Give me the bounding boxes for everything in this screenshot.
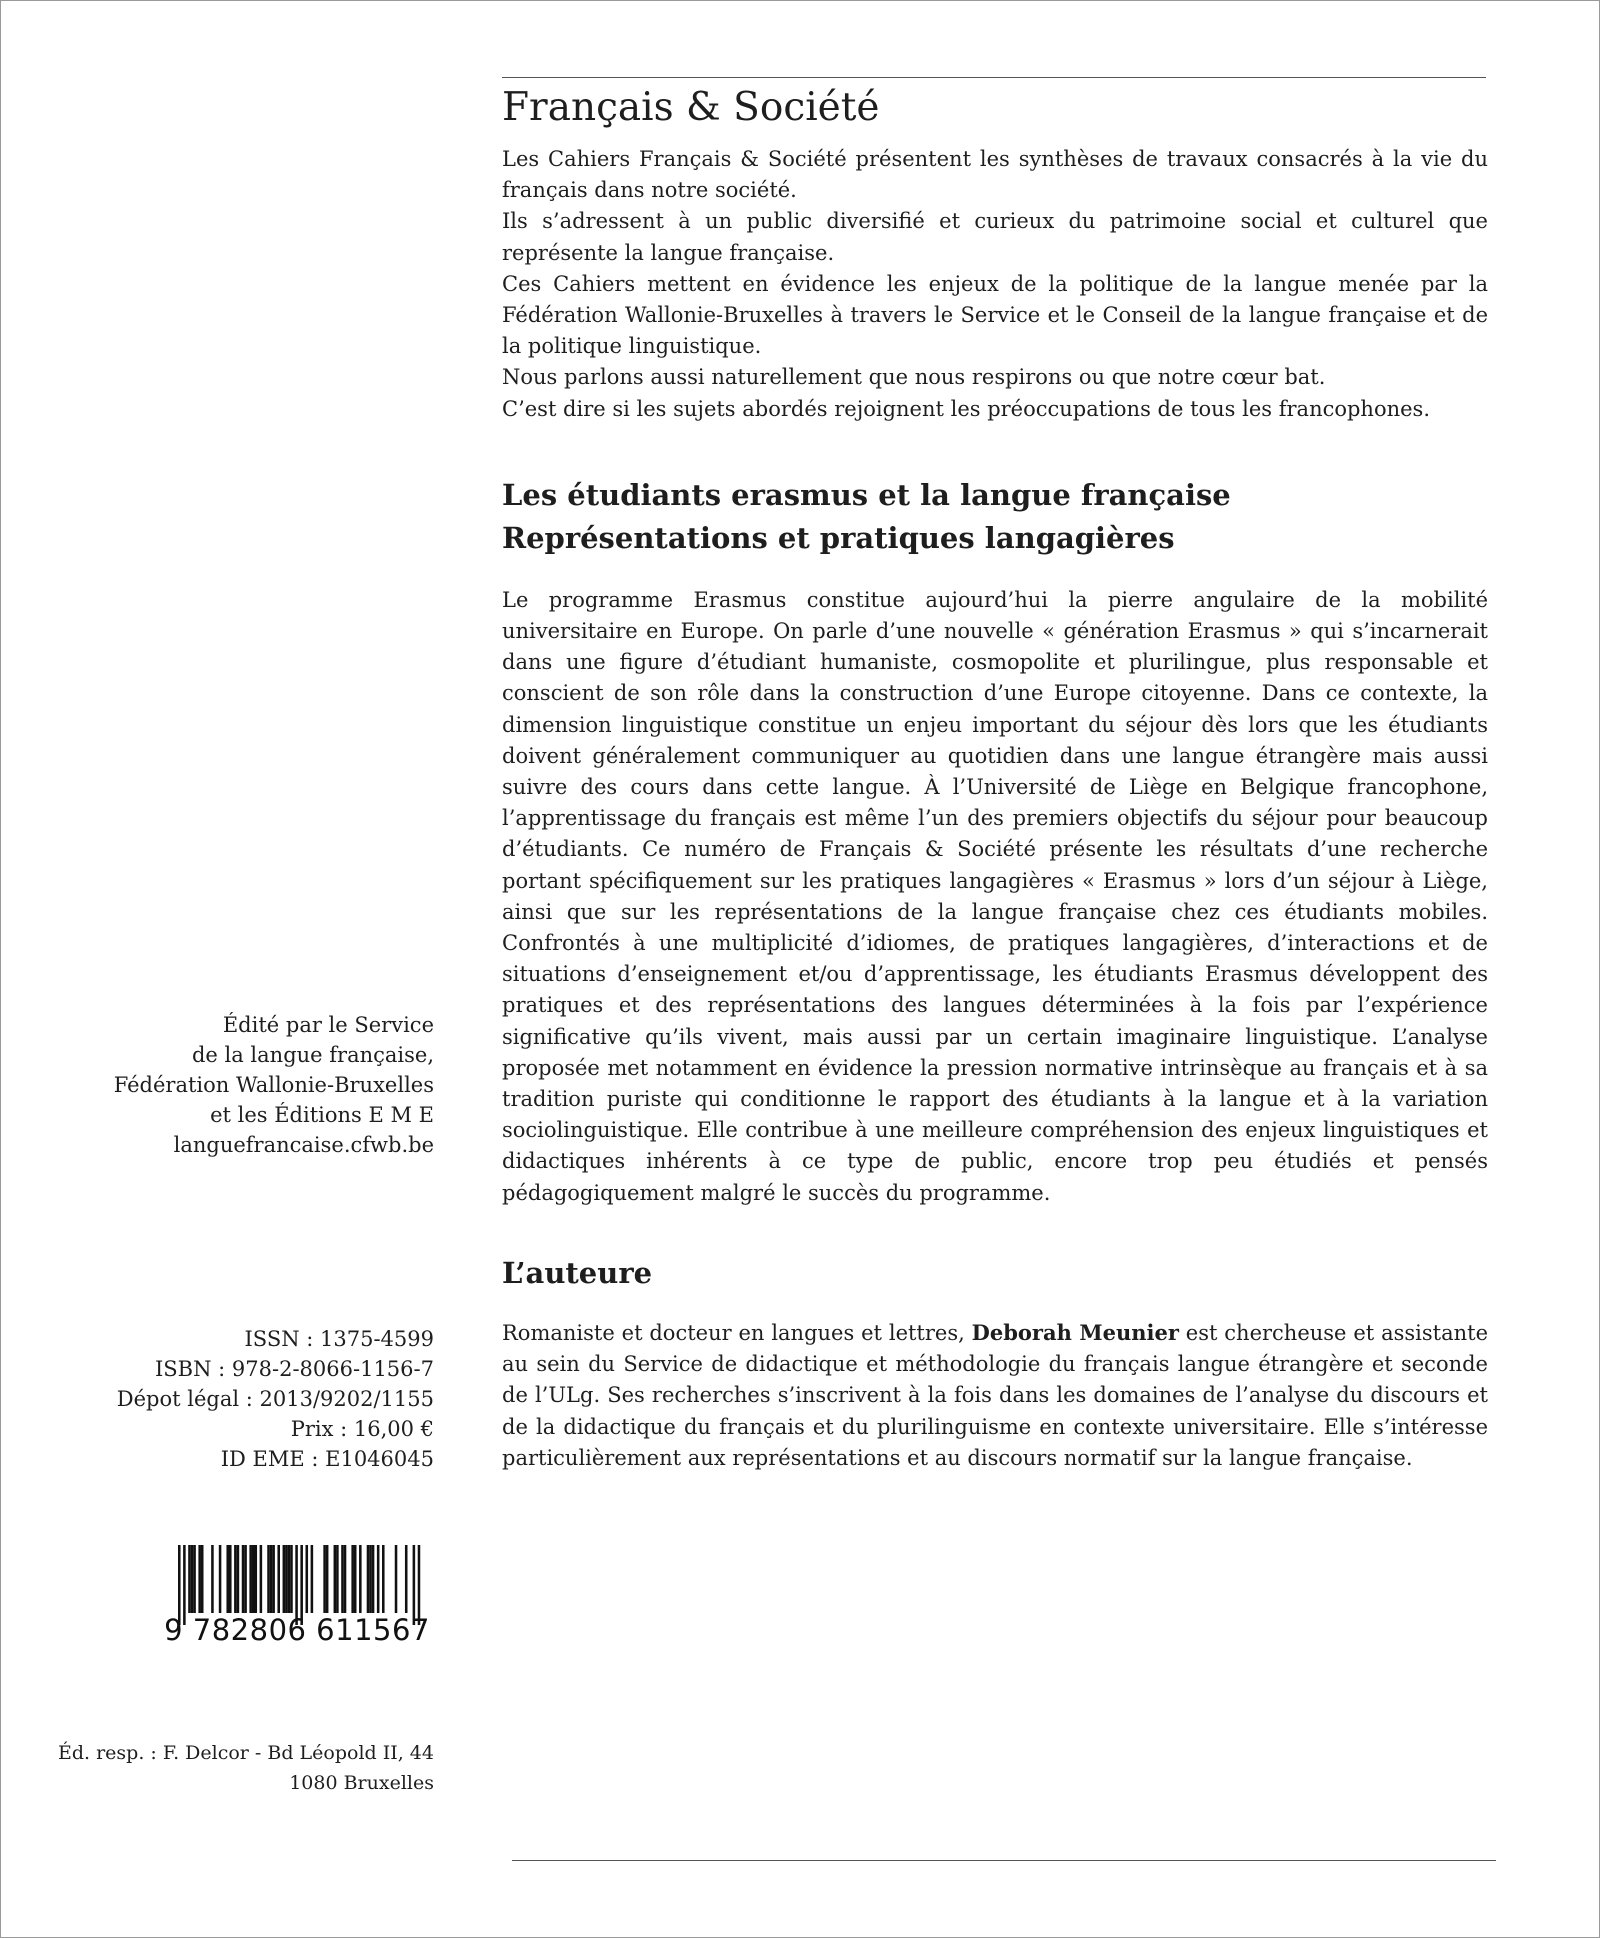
publisher-line: de la langue française, — [191, 1043, 434, 1067]
barcode-bar — [372, 1545, 375, 1613]
isbn: ISBN : 978-2-8066-1156-7 — [155, 1357, 434, 1381]
publisher-line: Édité par le Service — [222, 1013, 434, 1037]
intro-paragraph: Nous parlons aussi naturellement que nous respirons ou que notre cœur bat. — [502, 365, 1326, 390]
barcode-bar — [369, 1545, 372, 1613]
responsible-editor — [40, 1738, 434, 1798]
barcode-bar — [341, 1545, 344, 1613]
price: Prix : 16,00 € — [290, 1417, 434, 1441]
author-heading: L’auteure — [502, 1255, 653, 1290]
barcode-bar — [229, 1545, 232, 1613]
barcode-bar — [219, 1545, 222, 1613]
publisher-line: Fédération Wallonie-Bruxelles — [113, 1073, 434, 1097]
barcode-bar — [405, 1545, 408, 1613]
top-rule — [502, 77, 1486, 78]
barcode-bar — [354, 1545, 357, 1613]
book-subtitle-line: Représentations et pratiques langagières — [502, 520, 1175, 555]
intro-paragraph: Les Cahiers Français & Société présentent les synthèses de travaux consacrés à la vie du français dans notre société. — [502, 147, 1488, 203]
barcode-bar — [191, 1545, 194, 1613]
author-bio-end: est chercheuse et assistante au sein du Service de didactique et méthodologie du français langue étrangère et seconde de l’ULg. Ses recherches s’inscrivent à la fois dans les domaines de l’analyse du discours et de la didactique du français et du plurilinguisme en contexte universitaire. Elle s’intéresse particulièrement aux représentations et au discours normatif sur la langue française. — [502, 1320, 1489, 1470]
barcode-bar — [326, 1545, 329, 1613]
barcode-bar — [277, 1545, 280, 1613]
catalog-info — [80, 1324, 434, 1474]
barcode-bar — [306, 1545, 309, 1613]
publisher-website: languefrancaise.cfwb.be — [173, 1133, 434, 1157]
barcode-bar — [188, 1545, 191, 1613]
barcode-bar — [285, 1545, 288, 1613]
author-bio — [502, 1317, 1488, 1474]
barcode-bar — [359, 1545, 362, 1613]
series-intro — [502, 144, 1488, 425]
barcode-bar — [252, 1545, 255, 1613]
barcode-bar — [244, 1545, 247, 1613]
barcode-bar — [242, 1545, 245, 1613]
barcode-bar — [270, 1545, 273, 1613]
barcode-bar — [255, 1545, 258, 1613]
barcode-bar — [193, 1545, 196, 1613]
barcode-bar — [334, 1545, 337, 1613]
barcode-bar — [377, 1545, 380, 1613]
publisher-block — [80, 1010, 434, 1160]
barcode-bar — [395, 1545, 398, 1613]
barcode-bar — [260, 1545, 263, 1613]
author-bio-start: Romaniste et docteur en langues et lettres, — [502, 1320, 972, 1345]
barcode-bar — [382, 1545, 385, 1613]
eme-id: ID EME : E1046045 — [220, 1447, 434, 1471]
barcode-bar — [283, 1545, 286, 1613]
barcode-bar — [267, 1545, 270, 1613]
barcode-bar — [336, 1545, 339, 1613]
barcode-bar — [344, 1545, 347, 1613]
barcode-bar — [311, 1545, 314, 1613]
barcode-bar — [226, 1545, 229, 1613]
intro-paragraph: C’est dire si les sujets abordés rejoignent les préoccupations de tous les francophones. — [502, 396, 1431, 421]
legal-deposit: Dépot légal : 2013/9202/1155 — [116, 1387, 434, 1411]
barcode-bar — [211, 1545, 214, 1613]
barcode-bar — [201, 1545, 204, 1613]
responsible-line: Éd. resp. : F. Delcor - Bd Léopold II, 44 — [57, 1742, 434, 1764]
book-title-line: Les étudiants erasmus et la langue française — [502, 477, 1231, 512]
book-title — [502, 474, 1488, 560]
barcode-bar — [249, 1545, 252, 1613]
intro-paragraph: Ils s’adressent à un public diversifié et curieux du patrimoine social et culturel que représente la langue française. — [502, 209, 1488, 265]
barcode-bar — [288, 1545, 291, 1613]
barcode-bar — [367, 1545, 370, 1613]
main-column — [502, 80, 1488, 1474]
author-name: Deborah Meunier — [971, 1319, 1179, 1345]
barcode-bar — [198, 1545, 201, 1613]
publisher-line: et les Éditions E M E — [210, 1103, 434, 1127]
barcode-bar — [351, 1545, 354, 1613]
barcode-bar — [234, 1545, 237, 1613]
barcode-bar — [323, 1545, 326, 1613]
barcode-bar — [272, 1545, 275, 1613]
intro-paragraph: Ces Cahiers mettent en évidence les enjeux de la politique de la langue menée par la Fédération Wallonie-Bruxelles à travers le Service et le Conseil de la langue française et de la politique linguistique. — [502, 271, 1488, 359]
issn: ISSN : 1375-4599 — [244, 1327, 434, 1351]
barcode-bar — [237, 1545, 240, 1613]
book-summary: Le programme Erasmus constitue aujourd’hui la pierre angulaire de la mobilité universitaire en Europe. On parle d’une nouvelle « génération Erasmus » qui s’incarnerait dans une figure d’étudiant humaniste, cosmopolite et plurilingue, plus responsable et conscient de son rôle dans la construction d’une Europe citoyenne. Dans ce contexte, la dimension linguistique constitue un enjeu important du séjour dès lors que les étudiants doivent généralement communiquer au quotidien dans une langue étrangère mais aussi suivre des cours dans cette langue. À l’Université de Liège en Belgique francophone, l’apprentissage du français est même l’un des premiers objectifs du séjour pour beaucoup d’étudiants. Ce numéro de Français & Société présente les résultats d’une recherche portant spécifiquement sur les pratiques langagières « Erasmus » lors d’un séjour à Liège, ainsi que sur les représentations de la langue française chez ces étudiants mobiles. Confrontés à une multiplicité d’idiomes, de pratiques langagières, d’interactions et de situations d’enseignement et/ou d’apprentissage, les étudiants Erasmus développent des pratiques et des représentations des langues déterminées à la fois par l’expérience significative qu’ils vivent, mais aussi par un certain imaginaire linguistique. L’analyse proposée met notamment en évidence la pression normative intrinsèque au français et à sa tradition puriste qui conditionne le rapport des étudiants à la langue et à la variation sociolinguistique. Elle contribue à une meilleure compréhension des enjeux linguistiques et didactiques inhérents à ce type de public, encore trop peu étudiés et pensés pédagogiquement malgré le succès du programme. — [502, 587, 1488, 1205]
barcode-digits: 9 782806 611567 — [164, 1613, 430, 1647]
bottom-rule — [512, 1860, 1496, 1861]
responsible-address: 1080 Bruxelles — [289, 1772, 434, 1794]
barcode-bar — [290, 1545, 293, 1613]
series-title: Français & Société — [502, 85, 880, 130]
